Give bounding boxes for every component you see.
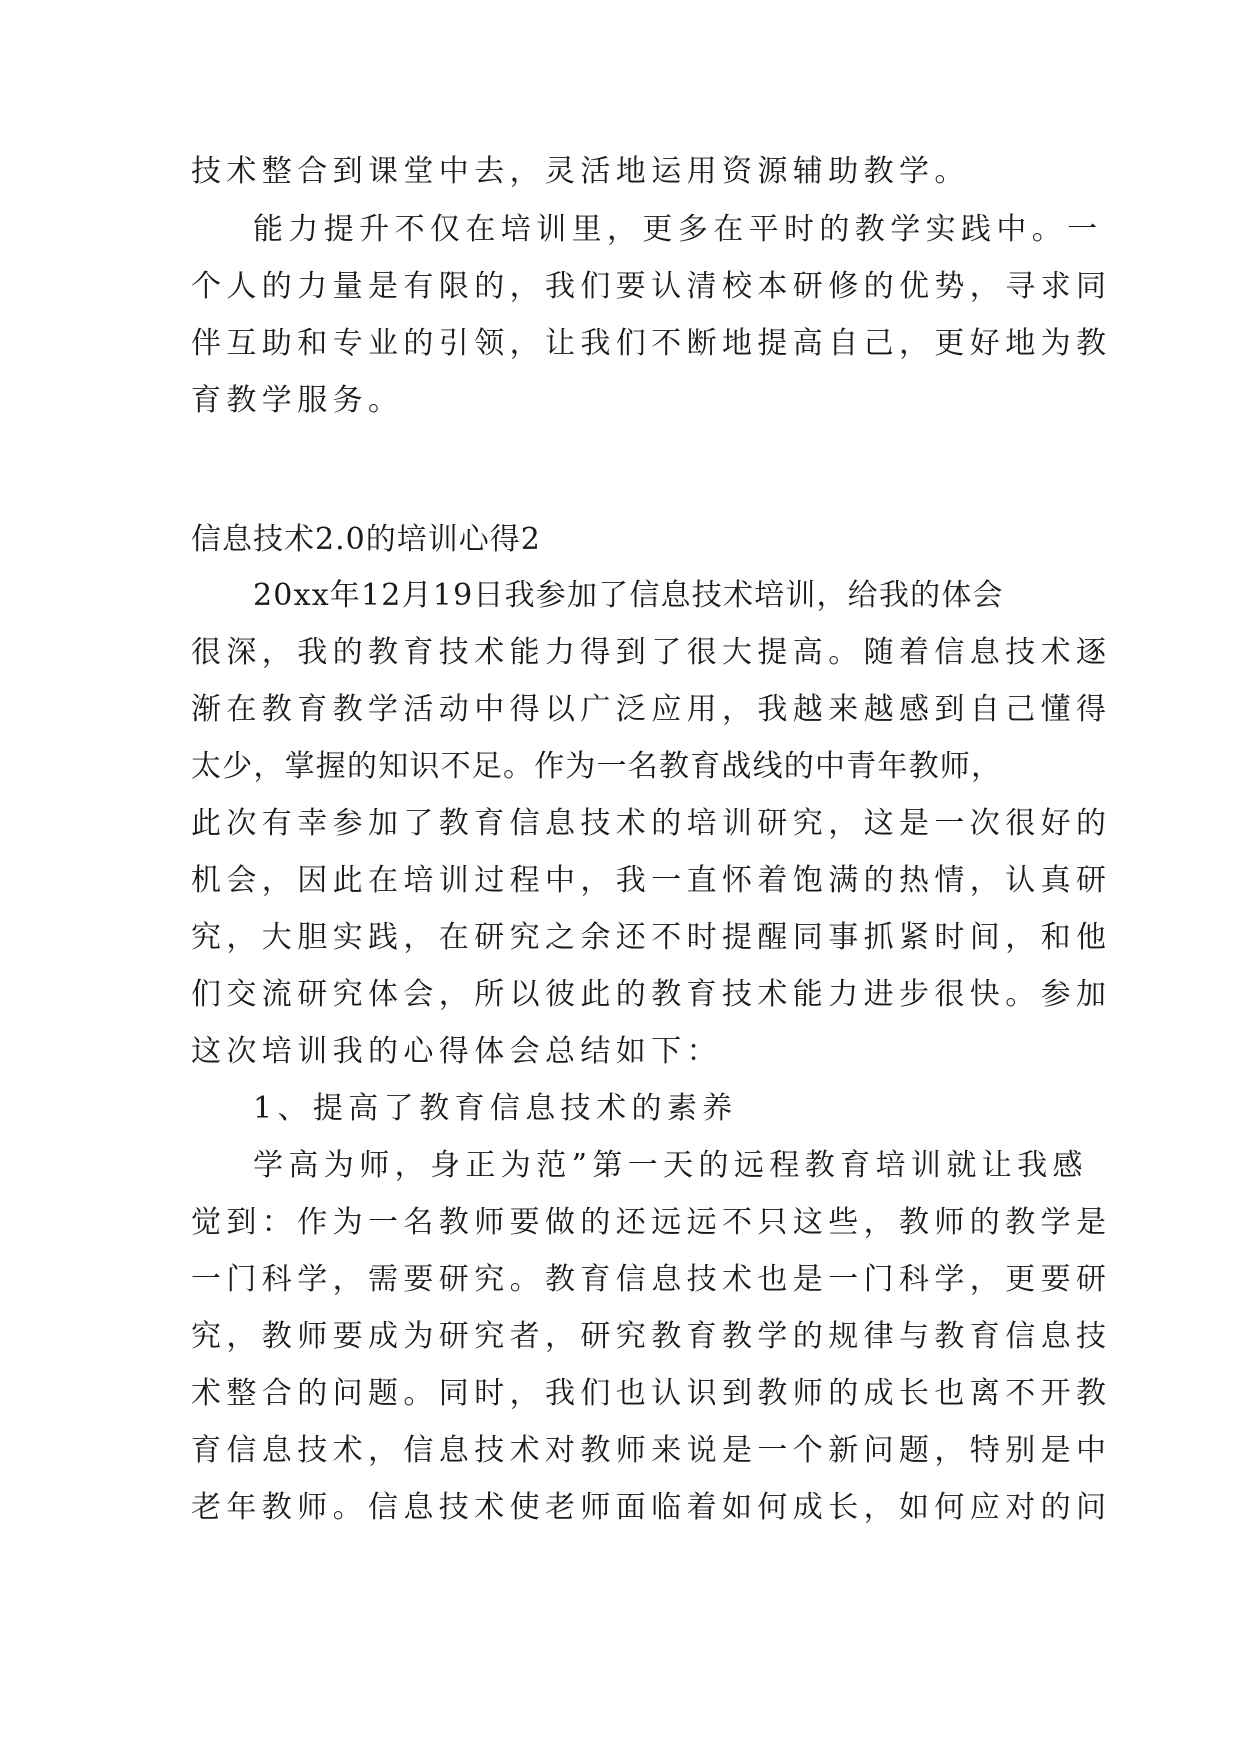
text-line: 机会，因此在培训过程中，我一直怀着饱满的热情，认真研 [191,863,1112,898]
subsection-heading: 1、提高了教育信息技术的素养 [253,1091,738,1126]
text-line: 一门科学，需要研究。教育信息技术也是一门科学，更要研 [191,1262,1112,1297]
paragraph-first-line: 能力提升不仅在培训里，更多在平时的教学实践中。一 [253,212,1103,247]
text-line: 育教学服务。 [191,383,404,418]
text-line: 育信息技术，信息技术对教师来说是一个新问题，特别是中 [191,1433,1112,1468]
text-line: 们交流研究体会，所以彼此的教育技术能力进步很快。参加 [191,977,1112,1012]
text-line: 伴互助和专业的引领，让我们不断地提高自己，更好地为教 [191,326,1112,361]
text-line: 术整合的问题。同时，我们也认识到教师的成长也离不开教 [191,1376,1112,1411]
text-line: 觉到：作为一名教师要做的还远远不只这些，教师的教学是 [191,1205,1112,1240]
paragraph-first-line: 学高为师，身正为范”第一天的远程教育培训就让我感 [253,1148,1088,1183]
section-heading: 信息技术2.0的培训心得2 [191,522,541,557]
text-line: 渐在教育教学活动中得以广泛应用，我越来越感到自己懂得 [191,692,1112,727]
text-line: 老年教师。信息技术使老师面临着如何成长，如何应对的问 [191,1490,1112,1525]
text-line: 技术整合到课堂中去，灵活地运用资源辅助教学。 [191,154,970,189]
text-line: 究，教师要成为研究者，研究教育教学的规律与教育信息技 [191,1319,1112,1354]
text-line: 太少，掌握的知识不足。作为一名教育战线的中青年教师， [191,749,1003,784]
text-line: 此次有幸参加了教育信息技术的培训研究，这是一次很好的 [191,806,1112,841]
text-line: 这次培训我的心得体会总结如下： [191,1034,722,1069]
text-line: 很深，我的教育技术能力得到了很大提高。随着信息技术逐 [191,635,1112,670]
paragraph-first-line: 20xx年12月19日我参加了信息技术培训，给我的体会 [253,578,1004,613]
text-line: 个人的力量是有限的，我们要认清校本研修的优势，寻求同 [191,269,1112,304]
text-line: 究，大胆实践，在研究之余还不时提醒同事抓紧时间，和他 [191,920,1112,955]
